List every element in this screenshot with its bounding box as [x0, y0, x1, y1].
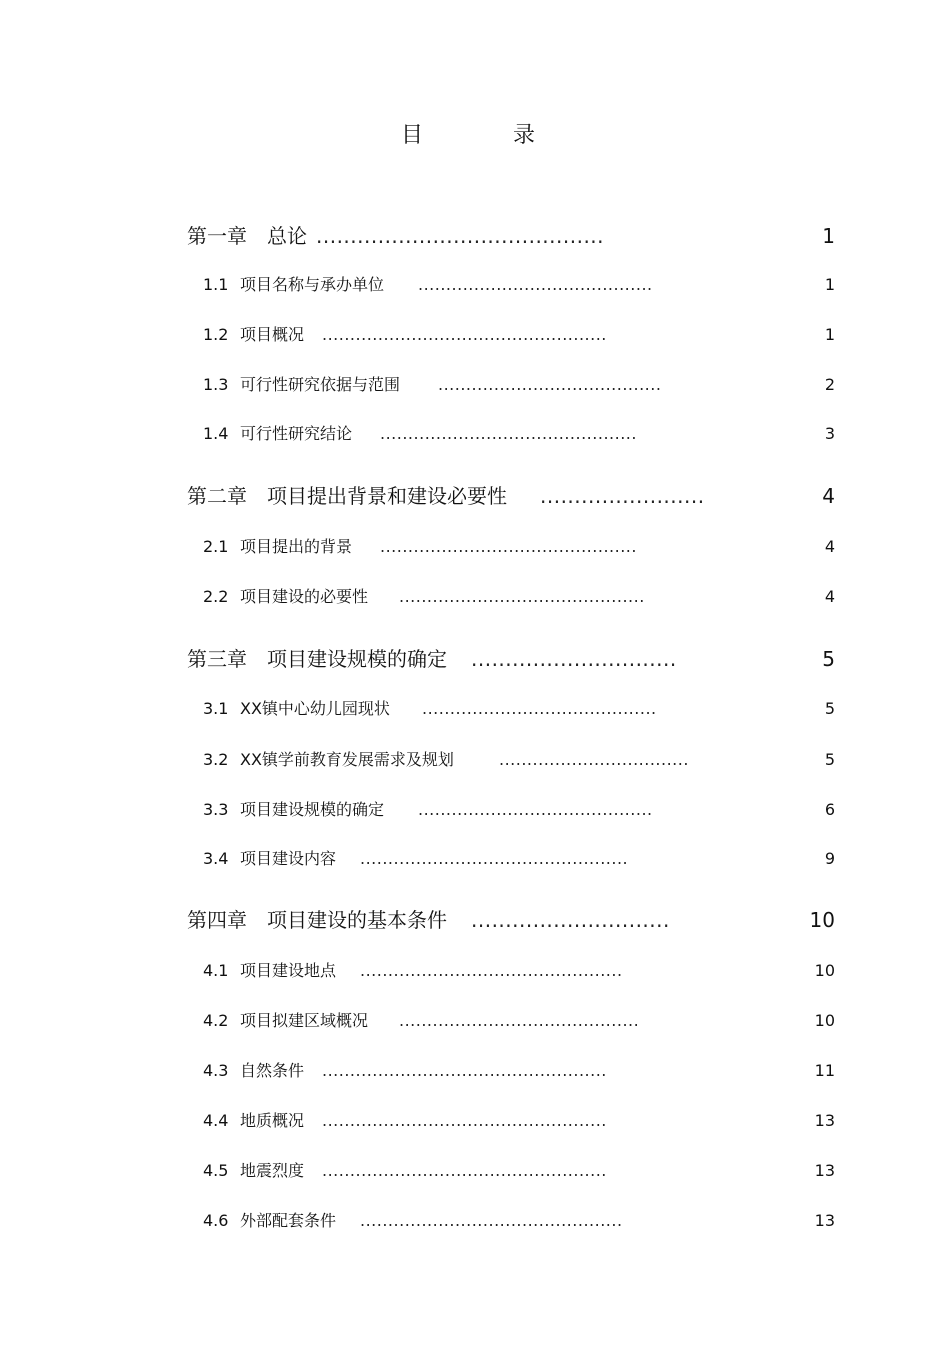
toc-leader-dots: ............................................ — [399, 587, 645, 606]
toc-entry-title: 项目提出背景和建设必要性 — [267, 484, 507, 508]
toc-section-entry[interactable] — [0, 270, 950, 300]
toc-section-entry[interactable] — [0, 320, 950, 350]
toc-entry-title: 项目建设规模的确定 — [240, 800, 385, 819]
toc-entry-title: 地震烈度 — [240, 1161, 305, 1180]
toc-entry-number: 第一章 — [187, 224, 247, 248]
toc-leader-dots: ................................................... — [322, 325, 607, 344]
toc-section-entry[interactable] — [0, 1156, 950, 1186]
toc-section-entry[interactable] — [0, 745, 950, 775]
toc-section-entry[interactable] — [0, 1006, 950, 1036]
toc-leader-dots: ........................................... — [399, 1011, 640, 1030]
toc-leader-dots: .......................................... — [422, 699, 657, 718]
toc-page-number: 5 — [824, 699, 835, 718]
toc-page-number: 13 — [814, 1211, 835, 1230]
toc-section-entry[interactable] — [0, 844, 950, 874]
toc-chapter-entry[interactable] — [0, 481, 950, 511]
toc-page-number: 4 — [822, 484, 835, 508]
toc-page-number: 1 — [824, 325, 835, 344]
toc-leader-dots: ................................................... — [322, 1111, 607, 1130]
toc-entry-number: 3.2 — [203, 750, 229, 769]
toc-section-entry[interactable] — [0, 956, 950, 986]
toc-entry-number: 1.3 — [203, 375, 229, 394]
toc-entry-number: 第三章 — [187, 647, 247, 671]
toc-entry-title: 可行性研究依据与范围 — [240, 375, 401, 394]
toc-entry-title: 项目建设内容 — [240, 849, 337, 868]
toc-page-number: 10 — [814, 1011, 835, 1030]
toc-page-number: 2 — [824, 375, 835, 394]
toc-page-number: 1 — [822, 224, 835, 248]
toc-leader-dots: ........................................ — [438, 375, 662, 394]
toc-entry-title: 地质概况 — [240, 1111, 305, 1130]
toc-chapter-entry[interactable] — [0, 644, 950, 674]
toc-section-entry[interactable] — [0, 582, 950, 612]
toc-entry-number: 1.2 — [203, 325, 229, 344]
toc-entry-title: 外部配套条件 — [240, 1211, 337, 1230]
toc-leader-dots: .......................................... — [418, 800, 653, 819]
toc-entry-title: XX镇中心幼儿园现状 — [240, 699, 390, 718]
toc-entry-number: 4.6 — [203, 1211, 229, 1230]
toc-entry-number: 2.2 — [203, 587, 229, 606]
toc-page-number: 11 — [814, 1061, 835, 1080]
toc-page-number: 5 — [824, 750, 835, 769]
toc-leader-dots: .............................................. — [380, 537, 637, 556]
toc-entry-number: 4.5 — [203, 1161, 229, 1180]
toc-entry-number: 3.1 — [203, 699, 229, 718]
toc-entry-number: 4.1 — [203, 961, 229, 980]
toc-leader-dots: ................................................... — [322, 1161, 607, 1180]
toc-page-number: 13 — [814, 1111, 835, 1130]
toc-section-entry[interactable] — [0, 694, 950, 724]
toc-page-number: 9 — [824, 849, 835, 868]
toc-entry-number: 4.2 — [203, 1011, 229, 1030]
toc-entry-title: 可行性研究结论 — [240, 424, 353, 443]
toc-entry-title: 项目提出的背景 — [240, 537, 353, 556]
toc-leader-dots: .............................. — [471, 647, 677, 671]
toc-leader-dots: ................................................... — [322, 1061, 607, 1080]
toc-entry-number: 2.1 — [203, 537, 229, 556]
toc-section-entry[interactable] — [0, 419, 950, 449]
toc-entry-title: 项目建设的基本条件 — [267, 908, 447, 932]
toc-page-number: 5 — [822, 647, 835, 671]
toc-section-entry[interactable] — [0, 1056, 950, 1086]
toc-page-number: 4 — [824, 587, 835, 606]
toc-entry-number: 3.4 — [203, 849, 229, 868]
toc-entry-title: 项目建设规模的确定 — [267, 647, 447, 671]
toc-leader-dots: ................................................ — [360, 849, 629, 868]
toc-page-number: 4 — [824, 537, 835, 556]
toc-entry-number: 4.4 — [203, 1111, 229, 1130]
toc-chapter-entry[interactable] — [0, 905, 950, 935]
toc-page-number: 13 — [814, 1161, 835, 1180]
toc-entry-number: 1.1 — [203, 275, 229, 294]
toc-entry-title: XX镇学前教育发展需求及规划 — [240, 750, 454, 769]
toc-page-number: 1 — [824, 275, 835, 294]
toc-leader-dots: .......................................... — [316, 224, 605, 248]
toc-leader-dots: ............................. — [471, 908, 670, 932]
toc-section-entry[interactable] — [0, 532, 950, 562]
toc-section-entry[interactable] — [0, 370, 950, 400]
toc-entry-number: 第二章 — [187, 484, 247, 508]
toc-leader-dots: ........................ — [540, 484, 705, 508]
toc-entry-title: 项目建设的必要性 — [240, 587, 369, 606]
toc-entry-number: 3.3 — [203, 800, 229, 819]
toc-leader-dots: ............................................... — [360, 1211, 623, 1230]
toc-leader-dots: .......................................... — [418, 275, 653, 294]
toc-title: 目 录 — [400, 123, 569, 148]
toc-entry-number: 4.3 — [203, 1061, 229, 1080]
toc-page-number: 6 — [824, 800, 835, 819]
toc-entry-number: 第四章 — [187, 908, 247, 932]
toc-leader-dots: ............................................... — [360, 961, 623, 980]
toc-entry-title: 总论 — [267, 224, 307, 248]
toc-entry-title: 自然条件 — [240, 1061, 305, 1080]
toc-page-number: 3 — [824, 424, 835, 443]
toc-leader-dots: .............................................. — [380, 424, 637, 443]
toc-entry-number: 1.4 — [203, 424, 229, 443]
toc-page-number: 10 — [809, 908, 835, 932]
toc-section-entry[interactable] — [0, 1106, 950, 1136]
toc-section-entry[interactable] — [0, 795, 950, 825]
toc-chapter-entry[interactable] — [0, 221, 950, 251]
toc-section-entry[interactable] — [0, 1206, 950, 1236]
toc-entry-title: 项目拟建区域概况 — [240, 1011, 369, 1030]
toc-entry-title: 项目名称与承办单位 — [240, 275, 385, 294]
toc-page-number: 10 — [814, 961, 835, 980]
toc-entry-title: 项目概况 — [240, 325, 305, 344]
toc-entry-title: 项目建设地点 — [240, 961, 337, 980]
toc-leader-dots: .................................. — [499, 750, 689, 769]
